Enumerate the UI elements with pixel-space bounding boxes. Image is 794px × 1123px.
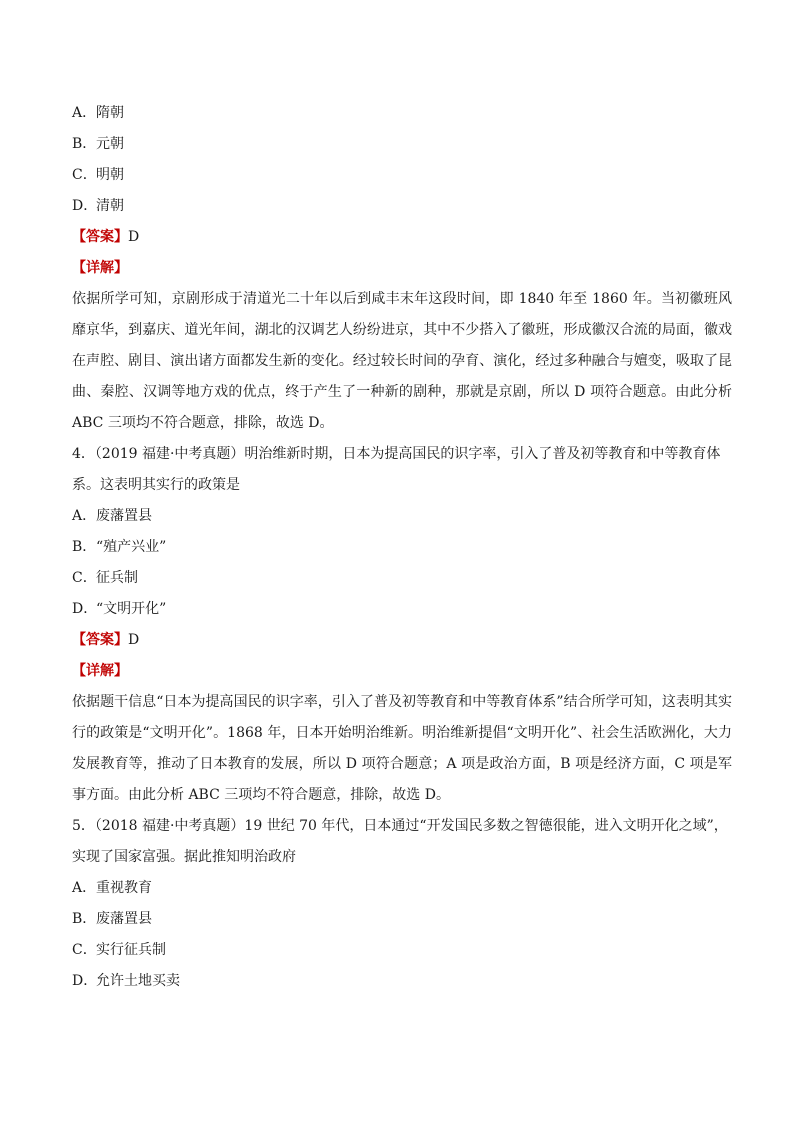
- answer-label: 【答案】: [72, 229, 128, 245]
- option-c: C．明朝: [72, 167, 124, 183]
- option-c: C．征兵制: [72, 570, 138, 586]
- detail-label: 【详解】: [72, 663, 128, 679]
- q4-detail-heading: [72, 656, 732, 687]
- option-a: A．废藩置县: [72, 508, 152, 524]
- document-page: [72, 98, 732, 997]
- option-b: B．元朝: [72, 136, 124, 152]
- option-a: A．重视教育: [72, 880, 152, 896]
- answer-value: D: [128, 229, 140, 245]
- q4-detail-text: 依据题干信息“日本为提高国民的识字率，引入了普及初等教育和中等教育体系”结合所学可知，这表明其实行的政策是“文明开化”。1868 年，日本开始明治维新。明治维新提倡“文明开化”、社会生活欧洲化，大力发展教育等，推动了日本教育的发展，所以 D 项符合题意；A 项是政治方面，B 项是经济方面，C 项是军事方面。由此分析 ABC 三项均不符合题意，排除，故选 D。: [72, 694, 732, 803]
- q4-answer: [72, 625, 732, 656]
- detail-label: 【详解】: [72, 260, 128, 276]
- q3-answer: [72, 222, 732, 253]
- q3-detail-text: 依据所学可知，京剧形成于清道光二十年以后到咸丰末年这段时间，即 1840 年至 1860 年。当初徽班风靡京华，到嘉庆、道光年间，湖北的汉调艺人纷纷进京，其中不少搭入了徽班，形成徽汉合流的局面，徽戏在声腔、剧目、演出诸方面都发生新的变化。经过较长时间的孕育、演化，经过多种融合与嬗变，吸取了昆曲、秦腔、汉调等地方戏的优点，终于产生了一种新的剧种，那就是京剧，所以 D 项符合题意。由此分析 ABC 三项均不符合题意，排除，故选 D。: [72, 291, 732, 431]
- q4-options: [72, 501, 732, 625]
- q4-stem: 4．（2019 福建·中考真题）明治维新时期，日本为提高国民的识字率，引入了普及初等教育和中等教育体系。这表明其实行的政策是: [72, 446, 721, 493]
- option-c: C．实行征兵制: [72, 942, 166, 958]
- option-d: D．“文明开化”: [72, 601, 167, 617]
- option-b: B．“殖产兴业”: [72, 539, 167, 555]
- option-d: D．清朝: [72, 198, 124, 214]
- q3-options: [72, 98, 732, 222]
- q5-stem: 5．（2018 福建·中考真题）19 世纪 70 年代，日本通过“开发国民多数之智德很能，进入文明开化之域”，实现了国家富强。据此推知明治政府: [72, 818, 728, 865]
- q3-detail-heading: [72, 253, 732, 284]
- option-a: A．隋朝: [72, 105, 124, 121]
- answer-value: D: [128, 632, 140, 648]
- option-b: B．废藩置县: [72, 911, 152, 927]
- q5-options: [72, 873, 732, 997]
- option-d: D．允许土地买卖: [72, 973, 180, 989]
- answer-label: 【答案】: [72, 632, 128, 648]
